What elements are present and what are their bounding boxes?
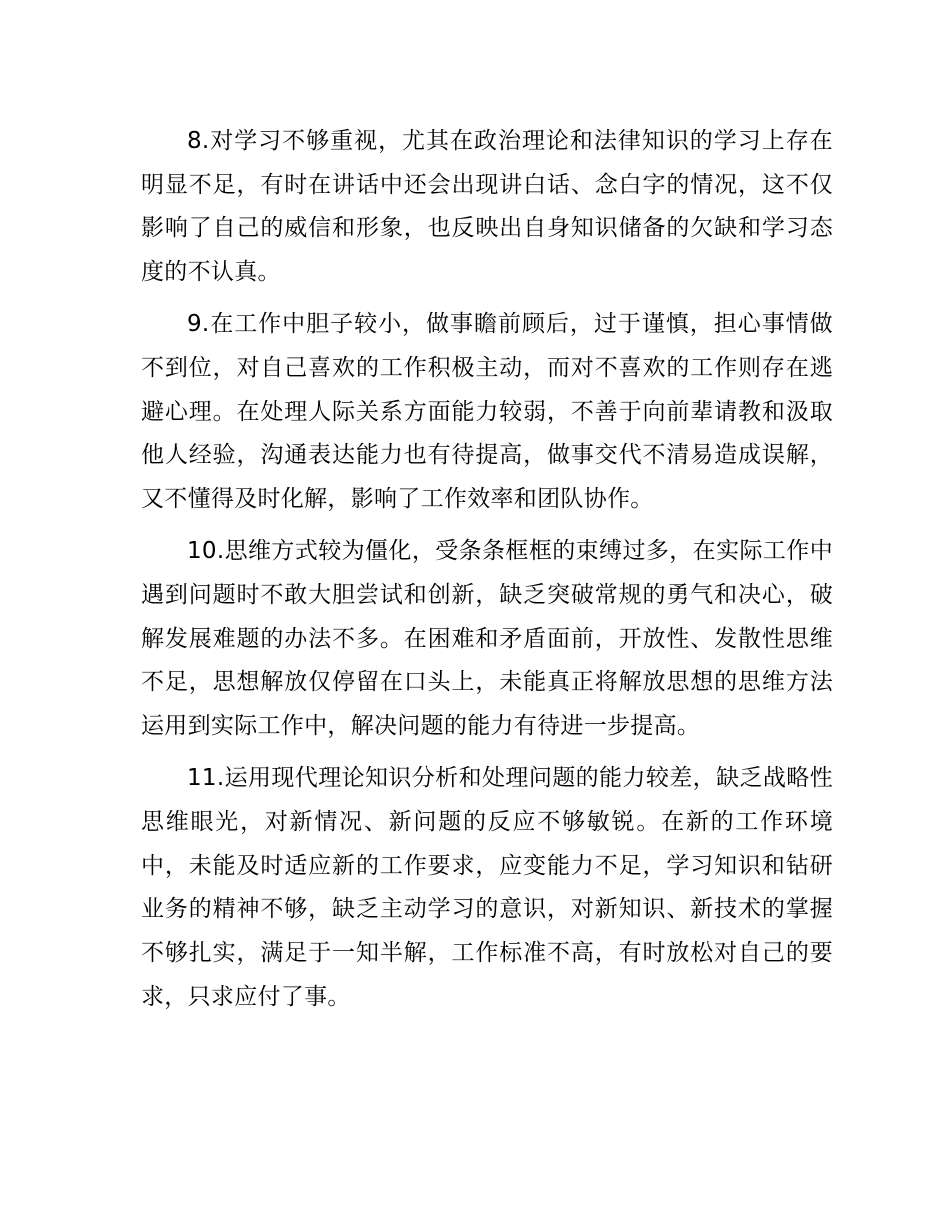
paragraph-item-10: 10.思维方式较为僵化，受条条框框的束缚过多，在实际工作中遇到问题时不敢大胆尝试和创新，缺乏突破常规的勇气和决心，破解发展难题的办法不多。在困难和矛盾面前，开放性、发散性思维不足，思想解放仅停留在口头上，未能真正将解放思想的思维方法运用到实际工作中，解决问题的能力有待进一步提高。 (141, 538, 833, 740)
document-page (141, 120, 833, 1028)
paragraph-item-9: 9.在工作中胆子较小，做事瞻前顾后，过于谨慎，担心事情做不到位，对自己喜欢的工作积极主动，而对不喜欢的工作则存在逃避心理。在处理人际关系方面能力较弱，不善于向前辈请教和汲取他人经验，沟通表达能力也有待提高，做事交代不清易造成误解，又不懂得及时化解，影响了工作效率和团队协作。 (141, 311, 833, 513)
paragraph-item-8: 8.对学习不够重视，尤其在政治理论和法律知识的学习上存在明显不足，有时在讲话中还会出现讲白话、念白字的情况，这不仅影响了自己的威信和形象，也反映出自身知识储备的欠缺和学习态度的不认真。 (141, 128, 833, 286)
paragraph-item-11: 11.运用现代理论知识分析和处理问题的能力较差，缺乏战略性思维眼光，对新情况、新问题的反应不够敏锐。在新的工作环境中，未能及时适应新的工作要求，应变能力不足，学习知识和钻研业务的精神不够，缺乏主动学习的意识，对新知识、新技术的掌握不够扎实，满足于一知半解，工作标准不高，有时放松对自己的要求，只求应付了事。 (141, 765, 833, 1010)
